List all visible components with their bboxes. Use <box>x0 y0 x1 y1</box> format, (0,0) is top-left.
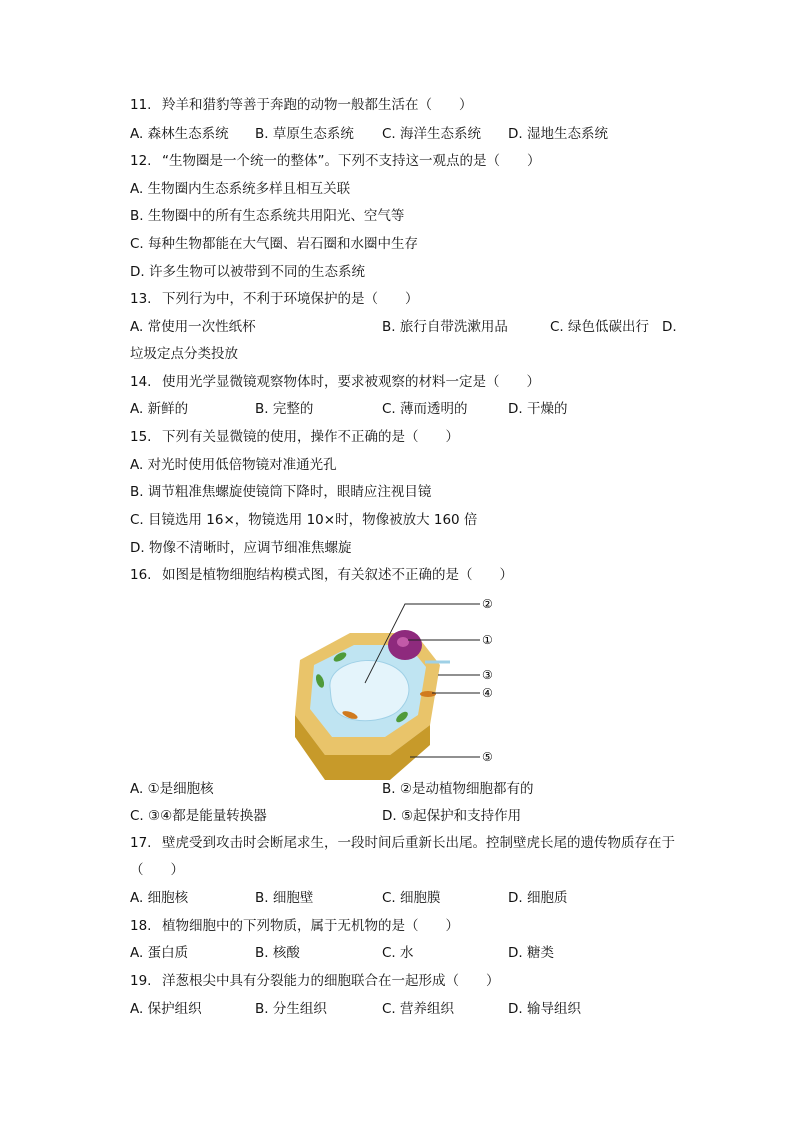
q16-option-c[interactable]: C. ③④都是能量转换器 <box>130 808 267 824</box>
label-3: ③ <box>482 668 493 682</box>
q12-option-a[interactable]: A. 生物圈内生态系统多样且相互关联 <box>130 181 351 197</box>
q16-option-b[interactable]: B. ②是动植物细胞都有的 <box>382 781 534 797</box>
question-15-stem: 15. 下列有关显微镜的使用，操作不正确的是（ ） <box>130 429 459 445</box>
nucleolus <box>397 637 409 647</box>
q13-option-b[interactable]: B. 旅行自带洗漱用品 <box>382 319 508 335</box>
q17-option-a[interactable]: A. 细胞核 <box>130 890 189 906</box>
q16-option-a[interactable]: A. ①是细胞核 <box>130 781 214 797</box>
q13-option-d[interactable]: D. <box>662 319 677 335</box>
vacuole <box>330 660 409 720</box>
q14-option-a[interactable]: A. 新鲜的 <box>130 401 189 417</box>
q19-option-a[interactable]: A. 保护组织 <box>130 1001 202 1017</box>
q12-option-c[interactable]: C. 每种生物都能在大气圈、岩石圈和水圈中生存 <box>130 236 419 252</box>
question-19-stem: 19. 洋葱根尖中具有分裂能力的细胞联合在一起形成（ ） <box>130 973 500 989</box>
q12-option-b[interactable]: B. 生物圈中的所有生态系统共用阳光、空气等 <box>130 208 405 224</box>
q14-option-b[interactable]: B. 完整的 <box>255 401 314 417</box>
question-11-stem: 11. 羚羊和猎豹等善于奔跑的动物一般都生活在（ ） <box>130 97 473 113</box>
mitochondrion <box>420 691 436 697</box>
q11-option-b[interactable]: B. 草原生态系统 <box>255 126 354 142</box>
q17-option-b[interactable]: B. 细胞壁 <box>255 890 314 906</box>
q11-option-d[interactable]: D. 湿地生态系统 <box>508 126 608 142</box>
q15-option-d[interactable]: D. 物像不清晰时，应调节细准焦螺旋 <box>130 540 352 556</box>
q16-option-d[interactable]: D. ⑤起保护和支持作用 <box>382 808 522 824</box>
q18-option-d[interactable]: D. 糖类 <box>508 945 554 961</box>
q14-option-c[interactable]: C. 薄而透明的 <box>382 401 468 417</box>
label-2: ② <box>482 597 493 611</box>
plant-cell-diagram <box>290 595 510 785</box>
q12-option-d[interactable]: D. 许多生物可以被带到不同的生态系统 <box>130 264 365 280</box>
q17-option-d[interactable]: D. 细胞质 <box>508 890 568 906</box>
q13-option-d-text[interactable]: 垃圾定点分类投放 <box>130 346 238 362</box>
question-17-stem: 17. 壁虎受到攻击时会断尾求生，一段时间后重新长出尾。控制壁虎长尾的遗传物质存在于 <box>130 835 675 851</box>
q19-option-b[interactable]: B. 分生组织 <box>255 1001 327 1017</box>
q18-option-b[interactable]: B. 核酸 <box>255 945 300 961</box>
label-5: ⑤ <box>482 750 493 764</box>
label-1: ① <box>482 633 493 647</box>
q18-option-c[interactable]: C. 水 <box>382 945 414 961</box>
q11-option-c[interactable]: C. 海洋生态系统 <box>382 126 482 142</box>
q13-option-a[interactable]: A. 常使用一次性纸杯 <box>130 319 256 335</box>
q11-option-a[interactable]: A. 森林生态系统 <box>130 126 229 142</box>
q14-option-d[interactable]: D. 干燥的 <box>508 401 568 417</box>
q19-option-c[interactable]: C. 营养组织 <box>382 1001 455 1017</box>
question-18-stem: 18. 植物细胞中的下列物质，属于无机物的是（ ） <box>130 918 459 934</box>
q19-option-d[interactable]: D. 输导组织 <box>508 1001 581 1017</box>
q15-option-a[interactable]: A. 对光时使用低倍物镜对准通光孔 <box>130 457 337 473</box>
q13-option-c[interactable]: C. 绿色低碳出行 <box>550 319 650 335</box>
q18-option-a[interactable]: A. 蛋白质 <box>130 945 189 961</box>
q15-option-b[interactable]: B. 调节粗准焦螺旋使镜筒下降时，眼睛应注视目镜 <box>130 484 432 500</box>
label-4: ④ <box>482 686 493 700</box>
question-13-stem: 13. 下列行为中，不利于环境保护的是（ ） <box>130 291 419 307</box>
question-14-stem: 14. 使用光学显微镜观察物体时，要求被观察的材料一定是（ ） <box>130 374 540 390</box>
q17-option-c[interactable]: C. 细胞膜 <box>382 890 441 906</box>
q15-option-c[interactable]: C. 目镜选用 16×，物镜选用 10×时，物像被放大 160 倍 <box>130 512 478 528</box>
question-16-stem: 16. 如图是植物细胞结构模式图，有关叙述不正确的是（ ） <box>130 567 513 583</box>
question-17-stem-wrap: （ ） <box>130 862 184 878</box>
question-12-stem: 12. “生物圈是一个统一的整体”。下列不支持这一观点的是（ ） <box>130 153 541 169</box>
